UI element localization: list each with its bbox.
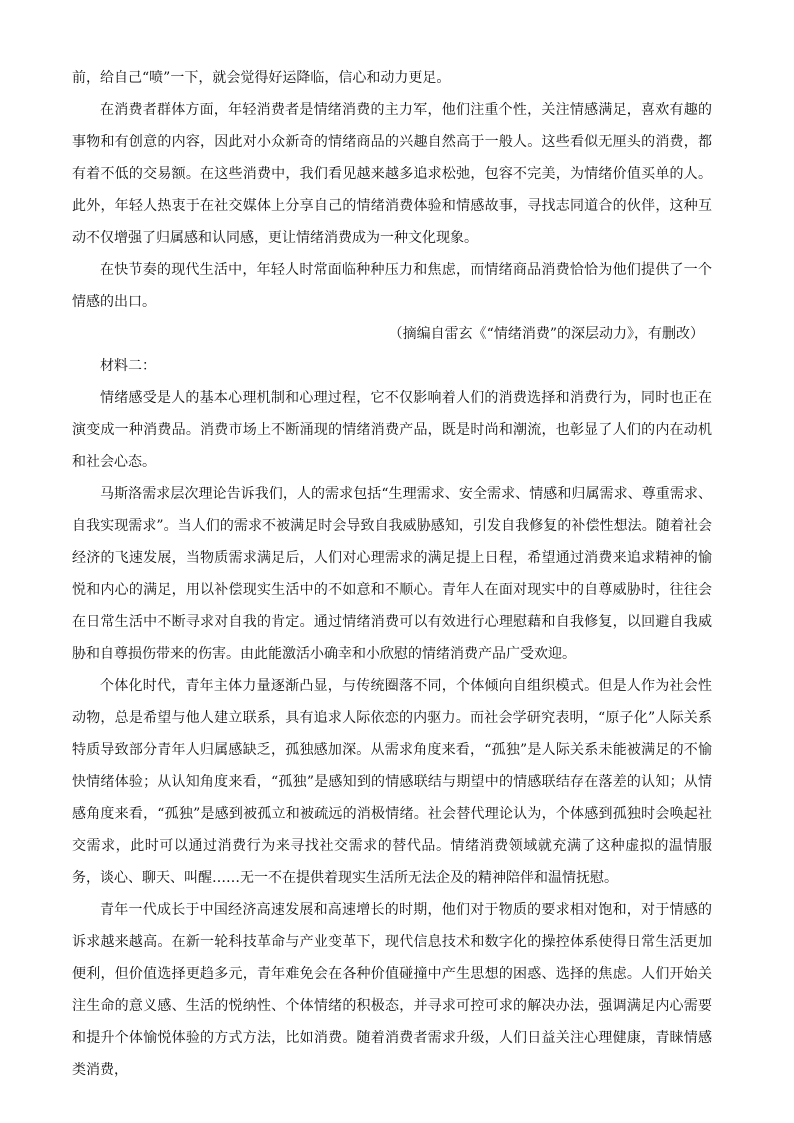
paragraph-individualization: 个体化时代，青年主体力量逐渐凸显，与传统圈落不同，个体倾向自组织模式。但是人作为社会性动物，总是希望与他人建立联系，具有追求人际依恋的内驱力。而社会学研究表明，“原子化”人际关系特质导致部分青年人归属感缺乏，孤独感加深。从需求角度来看，“孤独”是人际关系未能被满足的不愉快情绪体验；从认知角度来看，“孤独”是感知到的情感联结与期望中的情感联结存在落差的认知；从情感角度来看，“孤独”是感到被孤立和被疏远的消极情绪。社会替代理论认为，个体感到孤独时会唤起社交需求，此时可以通过消费行为来寻找社交需求的替代品。情绪消费领域就充满了这种虚拟的温情服务，谈心、聊天、叫醒……无一不在提供着现实生活所无法企及的精神陪伴和温情抚慰。	[72, 678, 712, 886]
paragraph-youth-generation: 青年一代成长于中国经济高速发展和高速增长的时期，他们对于物质的要求相对饱和，对于情感的诉求越来越高。在新一轮科技革命与产业变革下，现代信息技术和数字化的操控体系使得日常生活更加便利，但价值选择更趋多元，青年难免会在各种价值碰撞中产生思想的困惑、选择的焦虑。人们开始关注生命的意义感、生活的悦纳性、个体情绪的积极态，并寻求可控可求的解决办法，强调满足内心需要和提升个体愉悦体验的方式方法，比如消费。随着消费者需求升级，人们日益关注心理健康，青睐情感类消费，	[72, 902, 712, 1078]
paragraph-continued: 前，给自己“喷”一下，就会觉得好运降临，信心和动力更足。	[72, 70, 451, 86]
paragraph-maslow: 马斯洛需求层次理论告诉我们，人的需求包括“生理需求、安全需求、情感和归属需求、尊重需求、自我实现需求”。当人们的需求不被满足时会导致自我威胁感知，引发自我修复的补偿性想法。随着社会经济的飞速发展，当物质需求满足后，人们对心理需求的满足提上日程，希望通过消费来追求精神的愉悦和内心的满足，用以补偿现实生活中的不如意和不顺心。青年人在面对现实中的自尊威胁时，往往会在日常生活中不断寻求对自我的肯定。通过情绪消费可以有效进行心理慰藉和自我修复，以回避自我威胁和自尊损伤带来的伤害。由此能激活小确幸和小欣慰的情绪消费产品广受欢迎。	[72, 486, 712, 662]
paragraph-consumer-group: 在消费者群体方面，年轻消费者是情绪消费的主力军，他们注重个性，关注情感满足，喜欢有趣的事物和有创意的内容，因此对小众新奇的情绪商品的兴趣自然高于一般人。这些看似无厘头的消费，都有着不低的交易额。在这些消费中，我们看见越来越多追求松弛，包容不完美，为情绪价值买单的人。此外，年轻人热衷于在社交媒体上分享自己的情绪消费体验和情感故事，寻找志同道合的伙伴，这种互动不仅增强了归属感和认同感，更让情绪消费成为一种文化现象。	[72, 102, 712, 246]
paragraph-emotion-feeling: 情绪感受是人的基本心理机制和心理过程，它不仅影响着人们的消费选择和消费行为，同时也正在演变成一种消费品。消费市场上不断涌现的情绪消费产品，既是时尚和潮流，也彰显了人们的内在动机和社会心态。	[72, 390, 712, 470]
source-citation: （摘编自雷玄《“情绪消费”的深层动力》，有删改）	[388, 326, 704, 342]
paragraph-fast-pace: 在快节奏的现代生活中，年轻人时常面临种种压力和焦虑，而情绪商品消费恰恰为他们提供了一个情感的出口。	[72, 262, 712, 310]
section-heading-material-2: 材料二：	[100, 358, 156, 374]
